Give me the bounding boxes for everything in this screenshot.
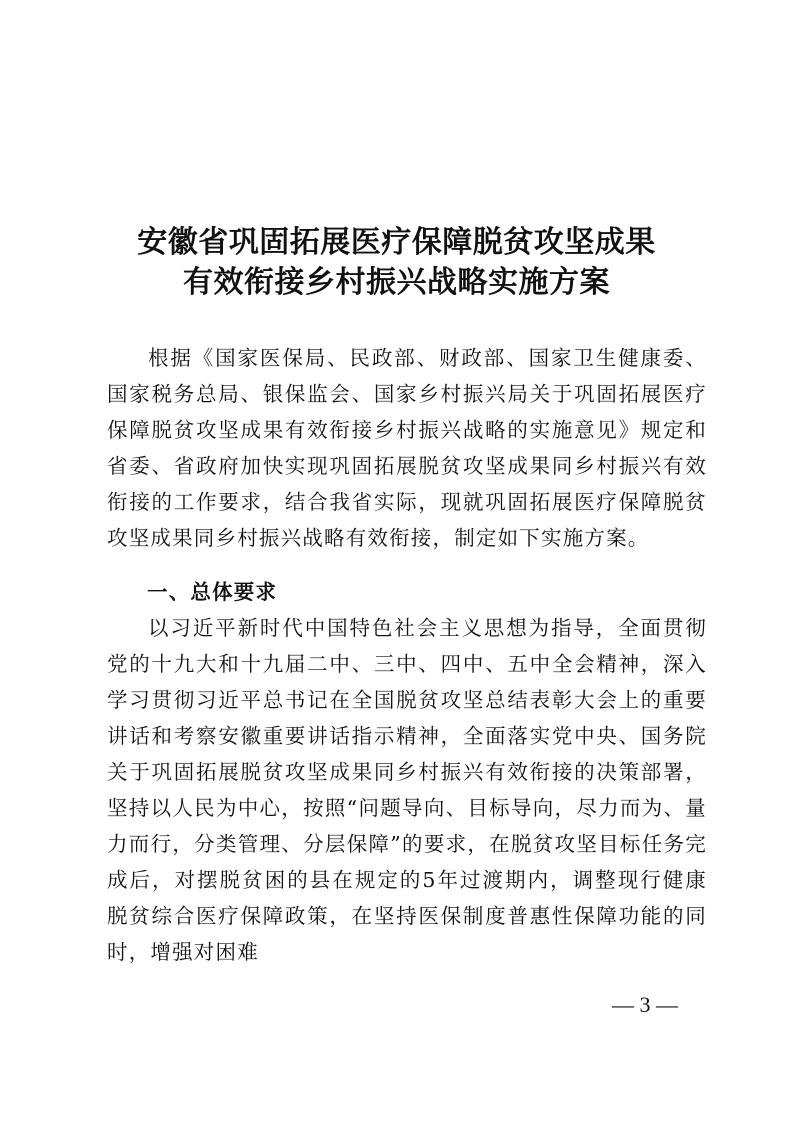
intro-paragraph: 根据《国家医保局、民政部、财政部、国家卫生健康委、国家税务总局、银保监会、国家乡村振兴局关于巩固拓展医疗保障脱贫攻坚成果有效衔接乡村振兴战略的实施意见》规定和省委、省政府加快实现巩固拓展脱贫攻坚成果同乡村振兴有效衔接的工作要求，结合我省实际，现就巩固拓展医疗保障脱贫攻坚成果同乡村振兴战略有效衔接，制定如下实施方案。 (107, 346, 707, 550)
document-title-line1: 安徽省巩固拓展医疗保障脱贫攻坚成果 (137, 225, 656, 260)
page-number: — 3 — (612, 992, 678, 1017)
document-title-line2: 有效衔接乡村振兴战略实施方案 (183, 265, 610, 300)
section-heading-general-requirements: 一、总体要求 (147, 580, 278, 604)
general-requirements-paragraph: 以习近平新时代中国特色社会主义思想为指导，全面贯彻党的十九大和十九届二中、三中、四中、五中全会精神，深入学习贯彻习近平总书记在全国脱贫攻坚总结表彰大会上的重要讲话和考察安徽重要讲话指示精神，全面落实党中央、国务院关于巩固拓展脱贫攻坚成果同乡村振兴有效衔接的决策部署，坚持以人民为中心，按照“问题导向、目标导向，尽力而为、量力而行，分类管理、分层保障”的要求，在脱贫攻坚目标任务完成后，对摆脱贫困的县在规定的5年过渡期内，调整现行健康脱贫综合医疗保障政策，在坚持医保制度普惠性保障功能的同时，增强对困难 (107, 616, 707, 964)
intro-paragraph-block (107, 340, 707, 556)
general-requirements-paragraph-block (107, 610, 707, 970)
